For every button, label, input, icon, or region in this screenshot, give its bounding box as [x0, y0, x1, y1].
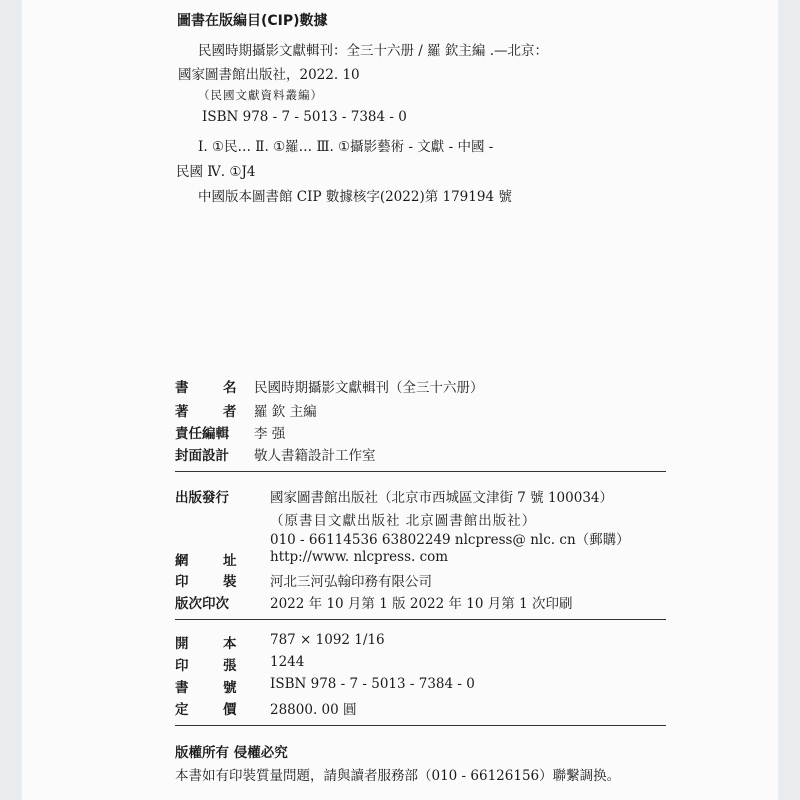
price: 28800. 00 圓: [270, 702, 357, 718]
cip-line-6: 民國 Ⅳ. ①J4: [176, 164, 256, 180]
label-print-a: 印: [175, 574, 189, 590]
printer: 河北三河弘翰印務有限公司: [270, 574, 432, 590]
cip-line-3: （民國文獻資料叢編）: [198, 88, 323, 102]
label-web-b: 址: [223, 553, 237, 569]
publisher-line-2: （原書目文獻出版社 北京圖書館出版社）: [270, 513, 537, 529]
label-isbn-a: 書: [175, 680, 189, 696]
copyright-page: [22, 0, 778, 800]
cip-line-4: ISBN 978 - 7 - 5013 - 7384 - 0: [202, 109, 407, 125]
label-isbn-b: 號: [223, 680, 237, 696]
book-title: 民國時期攝影文獻輯刊（全三十六册）: [254, 380, 484, 396]
cip-line-1: 民國時期攝影文獻輯刊：全三十六册 / 羅 欽主編 .—北京：: [198, 43, 549, 59]
divider-2: [175, 619, 666, 620]
editor: 李 强: [254, 426, 286, 442]
rights-title: 版權所有 侵權必究: [175, 745, 288, 761]
label-price-a: 定: [175, 702, 189, 718]
divider-3: [175, 725, 666, 726]
label-web-a: 網: [175, 553, 189, 569]
sheets: 1244: [270, 654, 305, 670]
label-print-b: 裝: [223, 574, 237, 590]
label-title-b: 名: [223, 380, 237, 396]
cip-line-7: 中國版本圖書館 CIP 數據核字(2022)第 179194 號: [198, 189, 512, 205]
label-title-a: 書: [175, 380, 189, 396]
cover-design: 敬人書籍設計工作室: [254, 448, 376, 464]
format: 787 × 1092 1/16: [270, 632, 385, 648]
label-edition: 版次印次: [175, 596, 229, 612]
cip-title: 圖書在版編目(CIP)數據: [177, 13, 328, 29]
label-author-b: 者: [223, 404, 237, 420]
label-format-b: 本: [223, 636, 237, 652]
cip-line-2: 國家圖書館出版社，2022. 10: [178, 67, 360, 83]
publisher-line-1: 國家圖書館出版社（北京市西城區文津街 7 號 100034）: [270, 490, 613, 506]
label-editor: 責任編輯: [175, 426, 229, 442]
label-price-b: 價: [223, 702, 237, 718]
label-sheets-b: 張: [223, 658, 237, 674]
label-publisher: 出版發行: [175, 490, 229, 506]
label-cover-design: 封面設計: [175, 448, 229, 464]
divider-1: [175, 471, 666, 472]
cip-line-5: Ⅰ. ①民… Ⅱ. ①羅… Ⅲ. ①攝影藝術 - 文獻 - 中國 -: [198, 139, 494, 155]
label-sheets-a: 印: [175, 658, 189, 674]
isbn: ISBN 978 - 7 - 5013 - 7384 - 0: [270, 676, 475, 692]
publisher-line-3: 010 - 66114536 63802249 nlcpress@ nlc. cn（郵購）: [270, 532, 630, 548]
rights-notice: 本書如有印裝質量問題，請與讀者服務部（010 - 66126156）聯繫調换。: [175, 768, 621, 784]
author: 羅 欽 主編: [254, 404, 317, 420]
website: http://www. nlcpress. com: [270, 549, 449, 565]
edition: 2022 年 10 月第 1 版 2022 年 10 月第 1 次印刷: [270, 596, 573, 612]
label-format-a: 開: [175, 636, 189, 652]
label-author-a: 著: [175, 404, 189, 420]
